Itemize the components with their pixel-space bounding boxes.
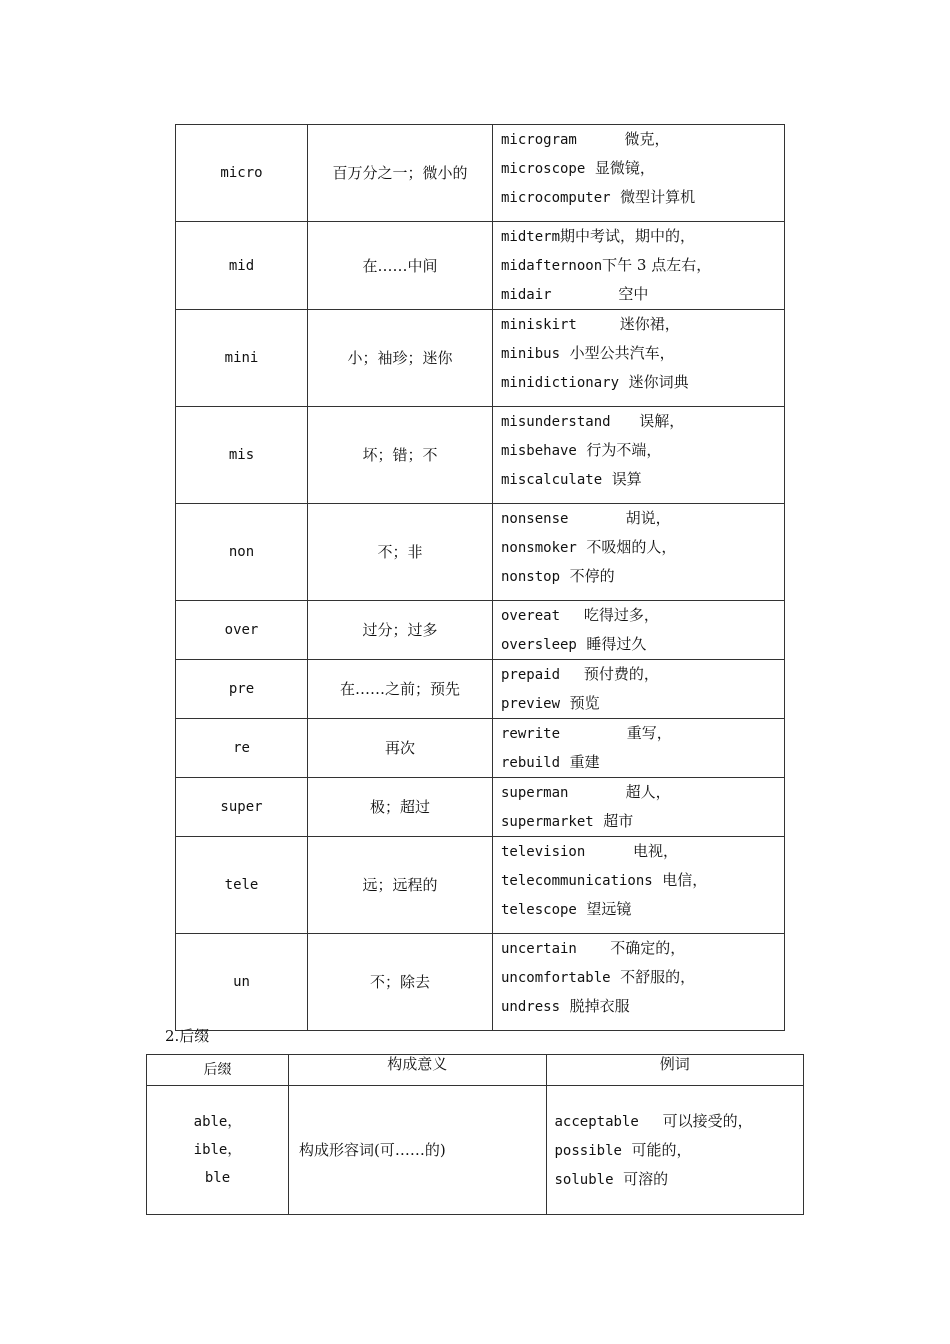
example-gap — [577, 939, 610, 957]
meaning-cell: 坏；错；不 — [308, 407, 493, 504]
example-word: midafternoon — [501, 258, 603, 274]
examples-cell — [493, 222, 785, 310]
example-word: possible — [554, 1142, 622, 1159]
example-gloss: 误算 — [611, 470, 642, 488]
example-line — [501, 601, 784, 630]
meaning-cell: 远；远程的 — [308, 837, 493, 934]
example-line — [501, 251, 784, 280]
example-gloss: 重建 — [569, 753, 600, 771]
example-gap — [577, 441, 587, 459]
example-word: minibus — [501, 346, 561, 362]
prefix-row — [176, 310, 785, 407]
prefix-cell: micro — [176, 125, 308, 222]
prefix-row — [176, 504, 785, 601]
example-line — [501, 660, 784, 689]
example-gap — [619, 373, 629, 391]
examples-cell — [493, 934, 785, 1031]
example-word: television — [501, 844, 586, 860]
example-word: prepaid — [501, 667, 561, 683]
example-gap — [653, 871, 663, 889]
prefix-cell: mis — [176, 407, 308, 504]
example-gloss: 吃得过多， — [583, 606, 659, 624]
example-line — [501, 154, 784, 183]
example-line — [501, 630, 784, 659]
example-gap — [568, 509, 625, 527]
example-word: rebuild — [501, 755, 561, 771]
header-examples: 例词 — [546, 1055, 804, 1086]
example-line — [501, 280, 784, 309]
example-gloss: 期中考试，期中的， — [560, 227, 696, 245]
example-gap — [577, 538, 587, 556]
prefix-row — [176, 719, 785, 778]
example-gloss: 可溶的 — [623, 1169, 669, 1188]
example-gap — [577, 130, 625, 148]
example-line — [501, 562, 784, 591]
example-line — [501, 689, 784, 718]
example-word: supermarket — [501, 814, 594, 830]
examples-cell — [493, 504, 785, 601]
prefix-row — [176, 407, 785, 504]
example-gap — [611, 188, 621, 206]
example-gap — [614, 1170, 624, 1188]
examples-cell — [493, 778, 785, 837]
prefix-table — [175, 124, 785, 1031]
meaning-cell: 极；超过 — [308, 778, 493, 837]
prefix-row — [176, 660, 785, 719]
example-word: telescope — [501, 902, 577, 918]
example-word: acceptable — [554, 1113, 639, 1130]
example-word: soluble — [554, 1171, 614, 1188]
meaning-cell: 在……之前；预先 — [308, 660, 493, 719]
example-line — [501, 465, 784, 494]
example-gap — [602, 470, 612, 488]
header-suffix: 后缀 — [147, 1055, 289, 1086]
example-gap — [611, 968, 621, 986]
example-line — [501, 368, 784, 397]
examples-cell — [493, 660, 785, 719]
example-gloss: 不确定的， — [610, 939, 686, 957]
example-gloss: 下午 3 点左右， — [602, 256, 712, 274]
prefix-row — [176, 601, 785, 660]
example-gloss: 睡得过久 — [586, 635, 647, 653]
example-gap — [611, 412, 640, 430]
prefix-row — [176, 778, 785, 837]
examples-cell — [493, 719, 785, 778]
example-gloss: 不停的 — [569, 567, 615, 585]
example-gloss: 可能的， — [631, 1140, 692, 1159]
example-word: miscalculate — [501, 472, 603, 488]
prefix-cell: re — [176, 719, 308, 778]
example-line — [501, 339, 784, 368]
example-word: overeat — [501, 608, 561, 624]
example-line — [555, 1165, 804, 1194]
header-meaning: 构成意义 — [289, 1055, 547, 1086]
example-line — [501, 436, 784, 465]
example-gloss: 超市 — [603, 812, 634, 830]
example-gloss: 预付费的， — [583, 665, 659, 683]
example-gloss: 迷你词典 — [628, 373, 689, 391]
example-gloss: 微克， — [624, 130, 670, 148]
suffix-table-head — [147, 1055, 804, 1086]
example-line — [555, 1136, 804, 1165]
meaning-cell: 过分；过多 — [308, 601, 493, 660]
example-line — [501, 222, 784, 251]
example-gloss: 望远镜 — [586, 900, 632, 918]
suffix-line: ble — [204, 1170, 231, 1186]
example-word: midair — [501, 287, 552, 303]
example-word: nonstop — [501, 569, 561, 585]
prefix-table-body — [176, 125, 785, 1031]
suffix-table — [146, 1054, 804, 1215]
example-word: undress — [501, 999, 561, 1015]
example-line — [501, 807, 784, 836]
example-gloss: 行为不端， — [586, 441, 662, 459]
example-word: telecommunications — [501, 873, 653, 889]
example-gap — [577, 900, 587, 918]
examples-cell — [493, 125, 785, 222]
example-word: minidictionary — [501, 375, 620, 391]
example-word: misbehave — [501, 443, 577, 459]
examples-cell — [493, 837, 785, 934]
example-line — [501, 778, 784, 807]
example-gap — [560, 694, 570, 712]
example-gloss: 超人， — [625, 783, 671, 801]
example-word: oversleep — [501, 637, 577, 653]
example-gap — [577, 315, 620, 333]
example-word: preview — [501, 696, 561, 712]
example-gap — [577, 635, 587, 653]
example-word: uncomfortable — [501, 970, 611, 986]
example-line — [501, 504, 784, 533]
example-gloss: 空中 — [618, 285, 649, 303]
example-word: microscope — [501, 161, 586, 177]
example-gloss: 微型计算机 — [620, 188, 696, 206]
example-gap — [560, 606, 584, 624]
meaning-cell: 不；除去 — [308, 934, 493, 1031]
meaning-cell: 不；非 — [308, 504, 493, 601]
example-gloss: 预览 — [569, 694, 600, 712]
example-line — [501, 895, 784, 924]
example-line — [501, 183, 784, 212]
example-line — [501, 125, 784, 154]
example-gap — [594, 812, 604, 830]
suffix-examples-cell — [546, 1086, 804, 1215]
example-gloss: 电信， — [662, 871, 708, 889]
example-line — [501, 963, 784, 992]
prefix-cell: un — [176, 934, 308, 1031]
meaning-cell: 小；袖珍；迷你 — [308, 310, 493, 407]
meaning-cell: 在……中间 — [308, 222, 493, 310]
example-gap — [552, 285, 619, 303]
example-line — [501, 934, 784, 963]
example-word: nonsense — [501, 511, 569, 527]
example-gloss: 脱掉衣服 — [569, 997, 630, 1015]
suffix-line: able， — [193, 1114, 242, 1130]
suffix-row — [147, 1086, 804, 1215]
suffix-cell — [147, 1086, 289, 1215]
example-line — [501, 533, 784, 562]
example-word: miniskirt — [501, 317, 577, 333]
example-word: nonsmoker — [501, 540, 577, 556]
prefix-row — [176, 934, 785, 1031]
prefix-row — [176, 125, 785, 222]
example-gloss: 显微镜， — [594, 159, 655, 177]
example-gloss: 电视， — [632, 842, 678, 860]
example-gloss: 胡说， — [625, 509, 671, 527]
example-line — [501, 310, 784, 339]
example-gloss: 重写， — [626, 724, 672, 742]
prefix-row — [176, 222, 785, 310]
example-gap — [585, 159, 595, 177]
example-word: microcomputer — [501, 190, 611, 206]
example-line — [501, 866, 784, 895]
example-gloss: 不吸烟的人， — [586, 538, 677, 556]
example-word: microgram — [501, 132, 577, 148]
example-gloss: 误解， — [639, 412, 685, 430]
prefix-cell: mid — [176, 222, 308, 310]
example-gap — [560, 753, 570, 771]
meaning-cell: 再次 — [308, 719, 493, 778]
prefix-cell: over — [176, 601, 308, 660]
example-gap — [560, 567, 570, 585]
section-title: 2.后缀 — [165, 1027, 210, 1045]
example-gloss: 可以接受的， — [662, 1111, 753, 1130]
example-gap — [560, 344, 570, 362]
example-line — [555, 1107, 804, 1136]
example-line — [501, 837, 784, 866]
example-gap — [585, 842, 633, 860]
example-gap — [568, 783, 625, 801]
suffix-header-row — [147, 1055, 804, 1086]
suffix-table-body — [147, 1086, 804, 1215]
example-gap — [560, 724, 627, 742]
examples-cell — [493, 310, 785, 407]
example-line — [501, 992, 784, 1021]
example-line — [501, 719, 784, 748]
prefix-cell: mini — [176, 310, 308, 407]
prefix-cell: super — [176, 778, 308, 837]
example-word: misunderstand — [501, 414, 611, 430]
example-word: uncertain — [501, 941, 577, 957]
example-gloss: 不舒服的， — [620, 968, 696, 986]
examples-cell — [493, 407, 785, 504]
example-word: superman — [501, 785, 569, 801]
example-gap — [639, 1112, 663, 1130]
example-line — [501, 407, 784, 436]
example-gap — [560, 665, 584, 683]
suffix-meaning-cell: 构成形容词(可……的) — [289, 1086, 547, 1215]
suffix-line: ible， — [193, 1142, 242, 1158]
prefix-cell: non — [176, 504, 308, 601]
prefix-row — [176, 837, 785, 934]
meaning-cell: 百万分之一；微小的 — [308, 125, 493, 222]
example-gloss: 小型公共汽车， — [569, 344, 675, 362]
example-line — [501, 748, 784, 777]
example-gap — [560, 997, 570, 1015]
example-gloss: 迷你裙， — [619, 315, 680, 333]
prefix-cell: tele — [176, 837, 308, 934]
examples-cell — [493, 601, 785, 660]
prefix-cell: pre — [176, 660, 308, 719]
example-word: rewrite — [501, 726, 561, 742]
example-word: midterm — [501, 229, 561, 245]
